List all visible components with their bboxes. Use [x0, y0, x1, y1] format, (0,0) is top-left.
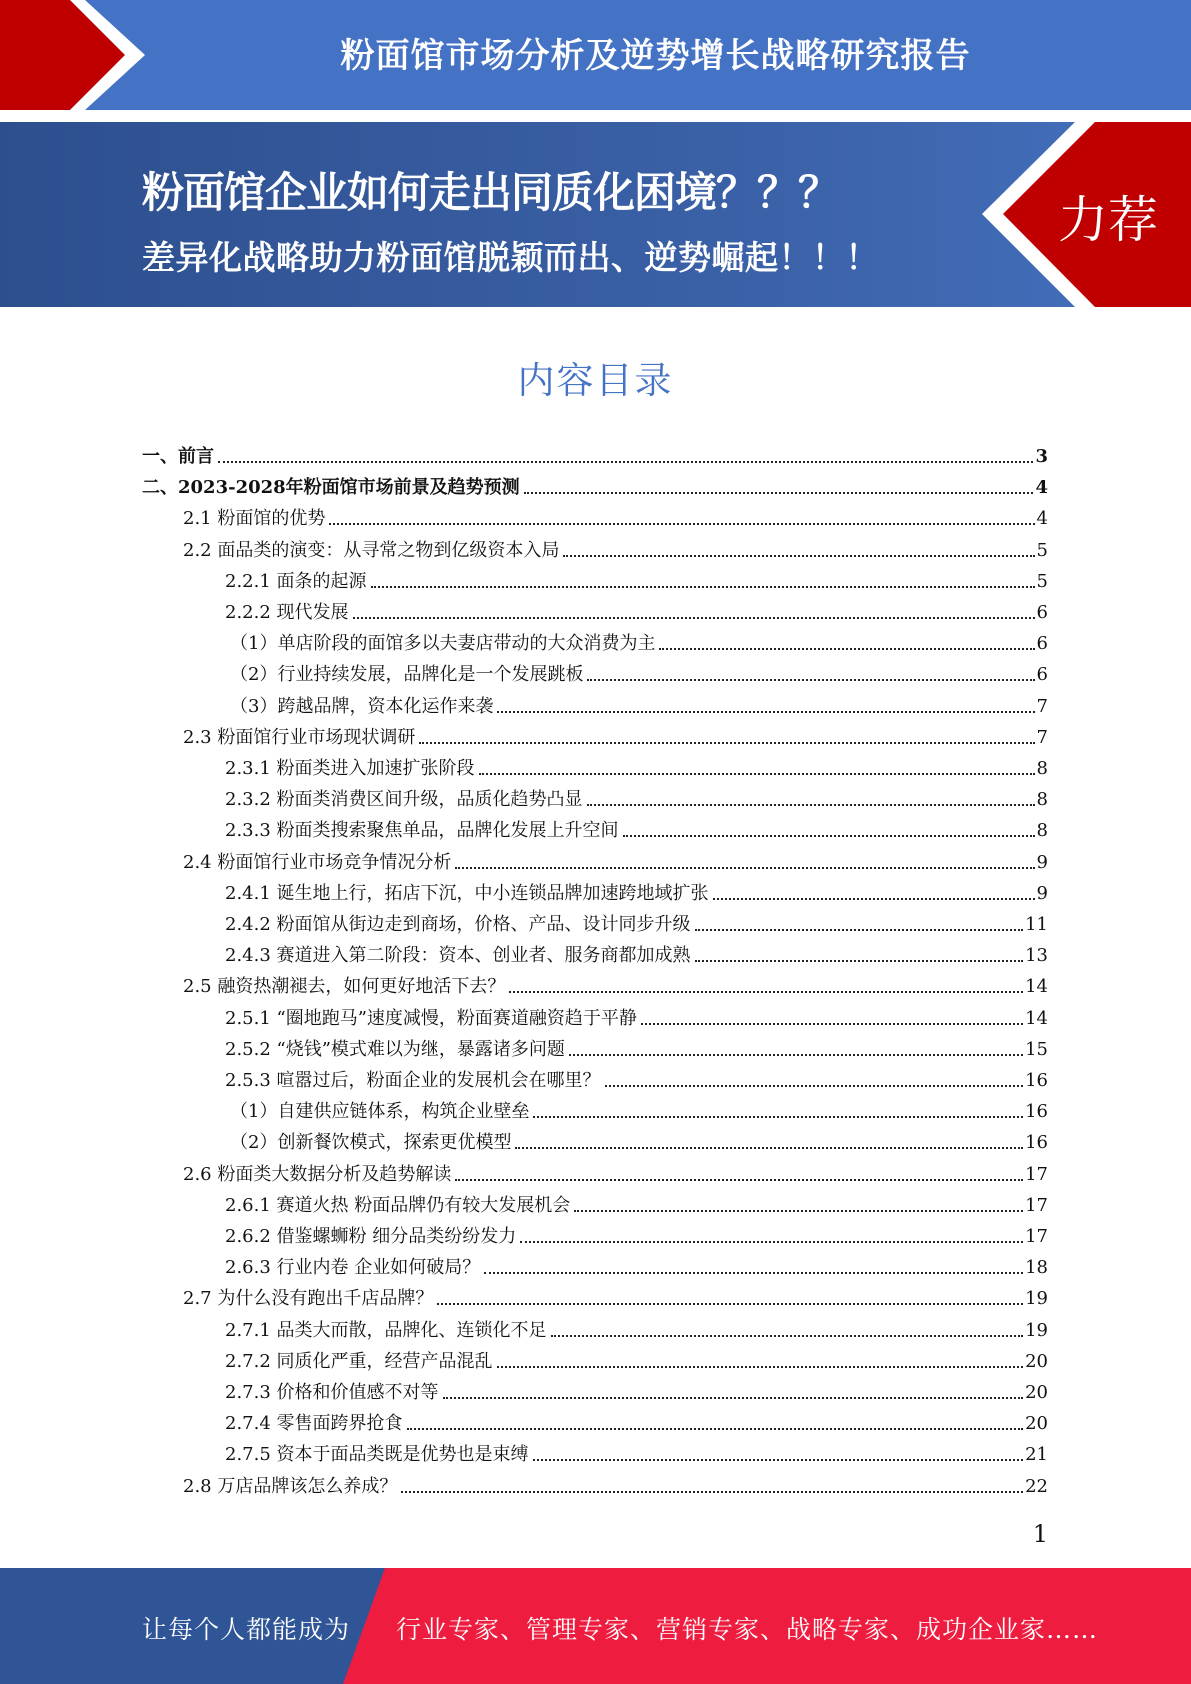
toc-entry-title: 2.6.1 赛道火热 粉面品牌仍有较大发展机会 [225, 1194, 571, 1216]
toc-entry-page: 6 [1036, 664, 1048, 686]
toc-dot-leader [407, 1427, 1024, 1430]
toc-entry[interactable] [225, 1031, 1048, 1061]
toc-dot-leader [520, 1240, 1023, 1243]
toc-entry[interactable] [225, 563, 1048, 593]
header-banner [0, 0, 1191, 110]
toc-entry-page: 18 [1025, 1257, 1048, 1279]
toc-entry-page: 16 [1025, 1070, 1048, 1091]
toc-entry[interactable] [225, 781, 1048, 811]
toc-entry[interactable] [225, 812, 1048, 842]
toc-entry-page: 8 [1036, 789, 1048, 811]
toc-entry-page: 4 [1036, 508, 1048, 530]
toc-entry-title: 2.7.4 零售面跨界抢食 [225, 1413, 403, 1435]
toc-entry[interactable] [225, 1000, 1048, 1030]
toc-entry[interactable] [183, 500, 1048, 530]
toc-entry-title: 2.7.2 同质化严重，经营产品混乱 [225, 1350, 493, 1372]
toc-entry-title: 2.2.2 现代发展 [225, 602, 349, 623]
toc-entry[interactable] [142, 469, 1048, 499]
toc-dot-leader [551, 1334, 1024, 1337]
toc-dot-leader [641, 1022, 1023, 1025]
toc-dot-leader [533, 1115, 1023, 1118]
toc-entry-page: 7 [1036, 695, 1048, 717]
toc-entry-title: 2.5.1 “圈地跑马”速度减慢，粉面赛道融资趋于平静 [225, 1007, 637, 1029]
toc-entry-page: 9 [1036, 882, 1048, 904]
toc-entry-title: 2.7.5 资本于面品类既是优势也是束缚 [225, 1444, 529, 1466]
toc-dot-leader [437, 1302, 1023, 1305]
toc-entry[interactable] [230, 656, 1048, 686]
hero-banner [0, 122, 1191, 307]
toc-entry[interactable] [225, 1187, 1048, 1217]
toc-dot-leader [695, 928, 1024, 931]
toc-entry[interactable] [183, 1156, 1048, 1186]
toc-entry[interactable] [183, 844, 1048, 874]
toc-entry-title: （2）行业持续发展，品牌化是一个发展跳板 [230, 664, 584, 686]
toc-entry[interactable] [230, 1093, 1048, 1123]
toc-entry-page: 8 [1036, 820, 1048, 842]
toc-entry-title: （1）单店阶段的面馆多以夫妻店带动的大众消费为主 [230, 633, 656, 655]
toc-entry-page: 5 [1036, 570, 1048, 592]
toc-entry-title: 2.5.2 “烧钱”模式难以为继，暴露诸多问题 [225, 1038, 565, 1060]
toc-entry-page: 19 [1025, 1319, 1048, 1341]
toc-entry-title: 2.5 融资热潮褪去，如何更好地活下去？ [183, 976, 506, 998]
toc-entry[interactable] [142, 438, 1048, 468]
toc-entry[interactable] [225, 1343, 1048, 1373]
toc-entry-page: 16 [1025, 1132, 1048, 1154]
toc-entry-title: 2.8 万店品牌该怎么养成？ [183, 1475, 398, 1497]
toc-entry-title: 2.2 面品类的演变：从寻常之物到亿级资本入局 [183, 539, 560, 561]
toc-entry-title: 2.1 粉面馆的优势 [183, 508, 326, 530]
toc-entry-page: 17 [1025, 1163, 1048, 1185]
toc-entry[interactable] [225, 1062, 1048, 1092]
toc-entry-page: 13 [1025, 945, 1048, 967]
footer-banner [0, 1568, 1191, 1684]
toc-entry-title: 2.4 粉面馆行业市场竞争情况分析 [183, 851, 452, 873]
toc-entry[interactable] [183, 719, 1048, 749]
toc-entry-page: 6 [1036, 602, 1048, 623]
toc-entry-title: 2.3 粉面馆行业市场现状调研 [183, 726, 416, 748]
toc-entry[interactable] [225, 1249, 1048, 1279]
header-arrow-decoration [0, 0, 160, 110]
toc-dot-leader [713, 897, 1035, 900]
toc-entry-title: 2.7.1 品类大而散，品牌化、连锁化不足 [225, 1319, 547, 1341]
toc-dot-leader [623, 834, 1035, 837]
footer-right-text: 行业专家、管理专家、营销专家、战略专家、成功企业家…… [396, 1615, 1099, 1644]
toc-entry[interactable] [225, 750, 1048, 780]
toc-entry[interactable] [183, 968, 1048, 998]
footer-left-text: 让每个人都能成为 [142, 1615, 351, 1644]
toc-dot-leader [569, 1053, 1023, 1056]
toc-dot-leader [329, 522, 1034, 525]
toc-entry-page: 8 [1036, 758, 1048, 779]
toc-entry-title: 2.3.3 粉面类搜索聚焦单品，品牌化发展上升空间 [225, 820, 619, 842]
toc-entry-title: 2.4.1 诞生地上行，拓店下沉，中小连锁品牌加速跨地域扩张 [225, 882, 709, 904]
toc-entry-title: 2.5.3 喧嚣过后，粉面企业的发展机会在哪里？ [225, 1070, 601, 1091]
toc-dot-leader [533, 1458, 1024, 1461]
toc-entry[interactable] [183, 1280, 1048, 1310]
toc-entry-title: 2.3.1 粉面类进入加速扩张阶段 [225, 758, 475, 779]
toc-entry[interactable] [225, 937, 1048, 967]
toc-entry-title: 2.7.3 价格和价值感不对等 [225, 1382, 439, 1403]
toc-dot-leader [419, 741, 1034, 744]
toc-entry-title: 一、前言 [142, 446, 214, 467]
toc-dot-leader [524, 491, 1034, 494]
toc-entry[interactable] [225, 1312, 1048, 1342]
toc-dot-leader [455, 1178, 1023, 1181]
toc-entry-title: 二、2023-2028年粉面馆市场前景及趋势预测 [142, 477, 520, 499]
toc-entry[interactable] [225, 1374, 1048, 1404]
toc-dot-leader [574, 1209, 1023, 1212]
toc-entry[interactable] [225, 594, 1048, 624]
page-number: 1 [1032, 1520, 1048, 1548]
toc-entry-page: 15 [1025, 1038, 1048, 1060]
toc-entry-page: 11 [1025, 914, 1048, 935]
toc-entry-page: 3 [1035, 446, 1048, 467]
toc-entry-title: 2.4.3 赛道进入第二阶段：资本、创业者、服务商都加成熟 [225, 945, 691, 967]
toc-dot-leader [455, 866, 1034, 869]
toc-dot-leader [353, 616, 1035, 619]
toc-entry[interactable] [225, 1405, 1048, 1435]
toc-dot-leader [443, 1396, 1024, 1399]
toc-dot-leader [563, 554, 1034, 557]
toc-entry-page: 17 [1025, 1226, 1048, 1247]
header-red-arrow [0, 0, 125, 110]
toc-entry-title: （1）自建供应链体系，构筑企业壁垒 [230, 1101, 530, 1123]
toc-dot-leader [479, 772, 1035, 775]
toc-entry-page: 19 [1025, 1288, 1048, 1310]
toc-entry-page: 14 [1025, 1007, 1048, 1029]
toc-entry[interactable] [183, 532, 1048, 562]
toc-dot-leader [605, 1084, 1024, 1087]
toc-entry[interactable] [225, 906, 1048, 936]
toc-dot-leader [371, 585, 1035, 588]
toc-entry-page: 4 [1035, 477, 1048, 499]
toc-entry-title: 2.7 为什么没有跑出千店品牌？ [183, 1288, 434, 1310]
hero-slogan: 差异化战略助力粉面馆脱颖而出、逆势崛起！！！ [142, 238, 879, 277]
toc-entry[interactable] [230, 688, 1048, 718]
toc-dot-leader [509, 990, 1023, 993]
toc-dot-leader [497, 1365, 1024, 1368]
toc-entry[interactable] [183, 1468, 1048, 1498]
toc-dot-leader [218, 460, 1033, 463]
toc-entry[interactable] [225, 1436, 1048, 1466]
toc-entry-page: 20 [1025, 1413, 1048, 1435]
toc-entry-title: 2.6.2 借鉴螺蛳粉 细分品类纷纷发力 [225, 1226, 517, 1247]
toc-entry-page: 20 [1025, 1382, 1048, 1403]
toc-dot-leader [401, 1490, 1023, 1493]
toc-entry[interactable] [225, 875, 1048, 905]
toc-entry-page: 16 [1025, 1101, 1048, 1123]
toc-entry-page: 21 [1025, 1444, 1048, 1466]
toc-dot-leader [587, 678, 1034, 681]
toc-dot-leader [659, 647, 1034, 650]
toc-entry-title: 2.2.1 面条的起源 [225, 570, 367, 592]
toc-entry-page: 7 [1036, 726, 1048, 748]
toc-entry-page: 5 [1036, 539, 1048, 561]
toc-entry-title: 2.3.2 粉面类消费区间升级，品质化趋势凸显 [225, 789, 583, 811]
toc-entry-page: 22 [1025, 1475, 1048, 1497]
toc-entry-title: （3）跨越品牌，资本化运作来袭 [230, 695, 494, 717]
toc-dot-leader [587, 803, 1035, 806]
toc-entry-page: 6 [1036, 633, 1048, 655]
toc-dot-leader [695, 959, 1024, 962]
toc-dot-leader [484, 1271, 1023, 1274]
report-title: 粉面馆市场分析及逆势增长战略研究报告 [340, 36, 971, 76]
toc-entry-page: 9 [1036, 851, 1048, 873]
toc-entry-page: 20 [1025, 1350, 1048, 1372]
toc-heading: 内容目录 [517, 359, 674, 402]
toc-entry-page: 17 [1025, 1194, 1048, 1216]
toc-entry-title: 2.4.2 粉面馆从街边走到商场，价格、产品、设计同步升级 [225, 914, 691, 935]
toc-entry-page: 14 [1025, 976, 1048, 998]
toc-dot-leader [515, 1146, 1023, 1149]
toc-entry[interactable] [230, 1124, 1048, 1154]
toc-entry-title: 2.6.3 行业内卷 企业如何破局？ [225, 1257, 481, 1279]
toc-entry[interactable] [225, 1218, 1048, 1248]
toc-entry-title: （2）创新餐饮模式，探索更优模型 [230, 1132, 512, 1154]
recommend-badge: 力荐 [1058, 191, 1158, 249]
toc-dot-leader [497, 710, 1034, 713]
toc-entry[interactable] [230, 625, 1048, 655]
hero-question: 粉面馆企业如何走出同质化困境？？？ [142, 168, 840, 217]
toc-entry-title: 2.6 粉面类大数据分析及趋势解读 [183, 1163, 452, 1185]
